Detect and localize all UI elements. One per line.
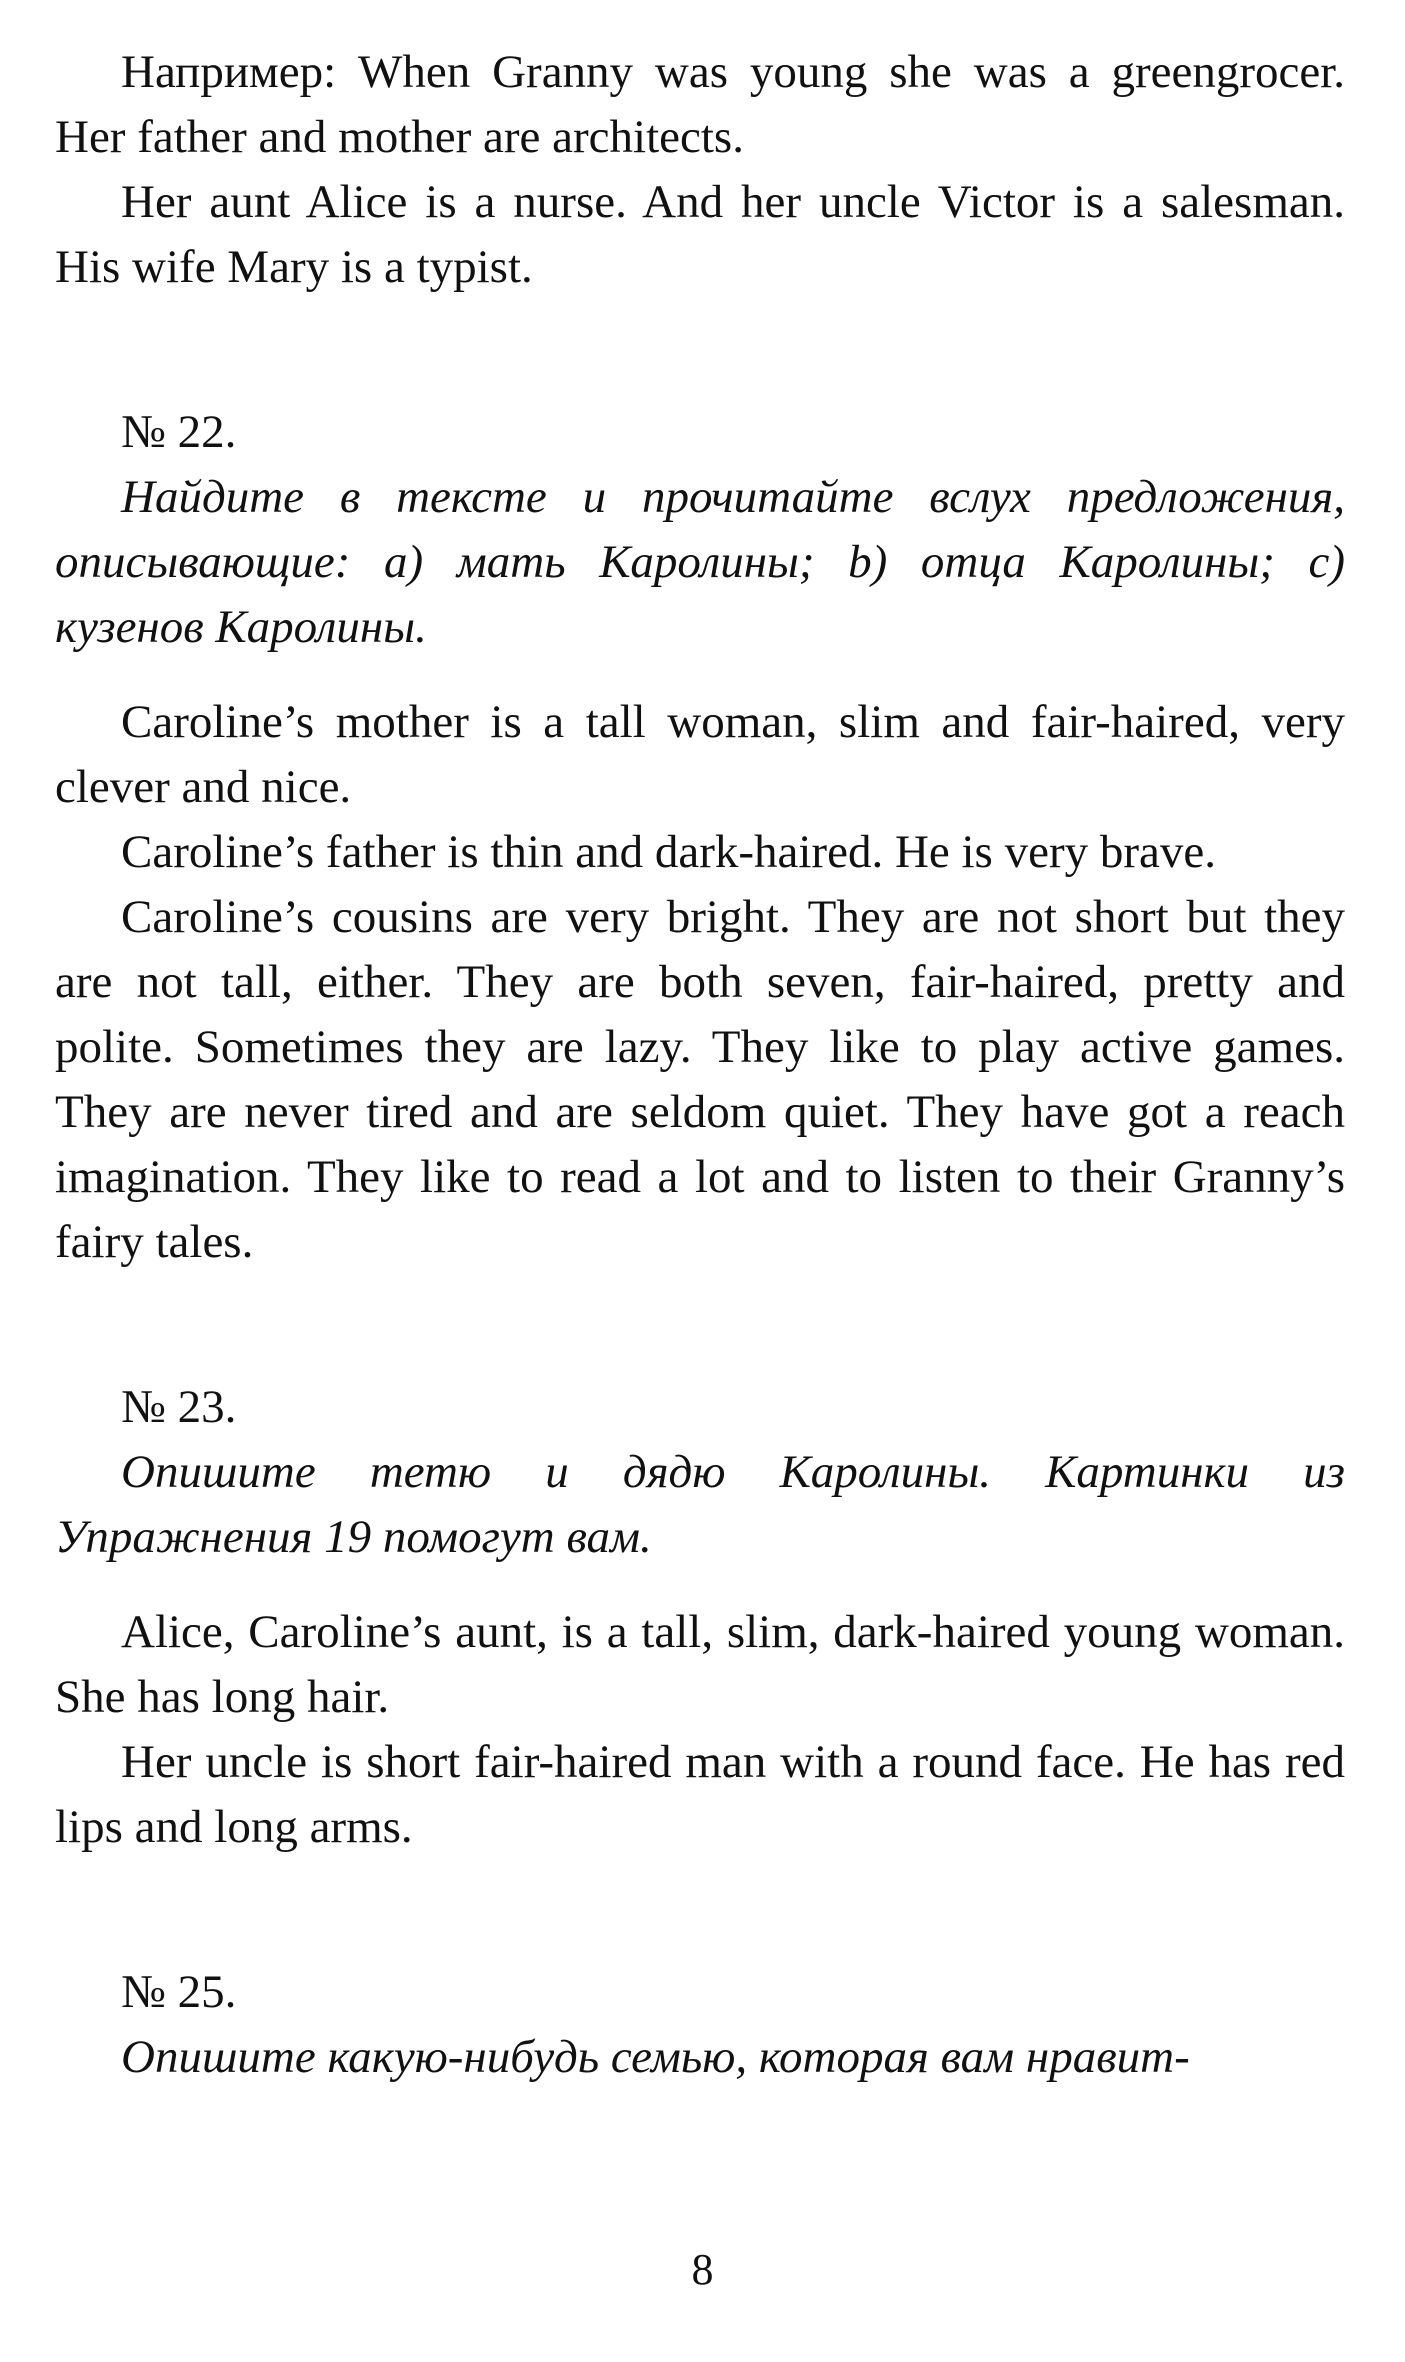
exercise-22-answer-3: Caroline’s cousins are very bright. They are not short but they are not tall, either. They are both seven, fair-haired, pretty and polite. Sometimes they are lazy. They like to play active games. They are never tired and are seldom quiet. They have got a reach imagination. They like to read a lot and to listen to their Granny’s fairy tales.: [55, 891, 1345, 1268]
exercise-25-task: Опишите какую-нибудь семью, которая вам нравит-: [121, 2031, 1190, 2083]
exercise-22-task: Найдите в тексте и прочитайте вслух предложения, описывающие: а) мать Каролины; b) отца Каролины; с) кузенов Каролины.: [55, 471, 1345, 653]
page-number: 8: [691, 2245, 714, 2294]
page-content: [55, 40, 1345, 2090]
exercise-22-answer-2: Caroline’s father is thin and dark-haired. He is very brave.: [121, 826, 1216, 878]
intro-paragraph-2: Her aunt Alice is a nurse. And her uncle Victor is a salesman. His wife Mary is a typist.: [55, 176, 1345, 293]
exercise-22-answer-1: Caroline’s mother is a tall woman, slim and fair-haired, very clever and nice.: [55, 696, 1345, 813]
exercise-23-answer-2: Her uncle is short fair-haired man with a round face. He has red lips and long arms.: [55, 1736, 1345, 1853]
exercise-25-number: № 25.: [121, 1966, 237, 2018]
exercise-22-number: № 22.: [121, 406, 237, 458]
exercise-23-task: Опишите тетю и дядю Каролины. Картинки из Упражнения 19 помогут вам.: [55, 1446, 1345, 1563]
intro-paragraph-1: Например: When Granny was young she was a greengrocer. Her father and mother are architects.: [55, 46, 1345, 163]
exercise-23-number: № 23.: [121, 1381, 237, 1433]
exercise-23-answer-1: Alice, Caroline’s aunt, is a tall, slim, dark-haired young woman. She has long hair.: [55, 1606, 1345, 1723]
